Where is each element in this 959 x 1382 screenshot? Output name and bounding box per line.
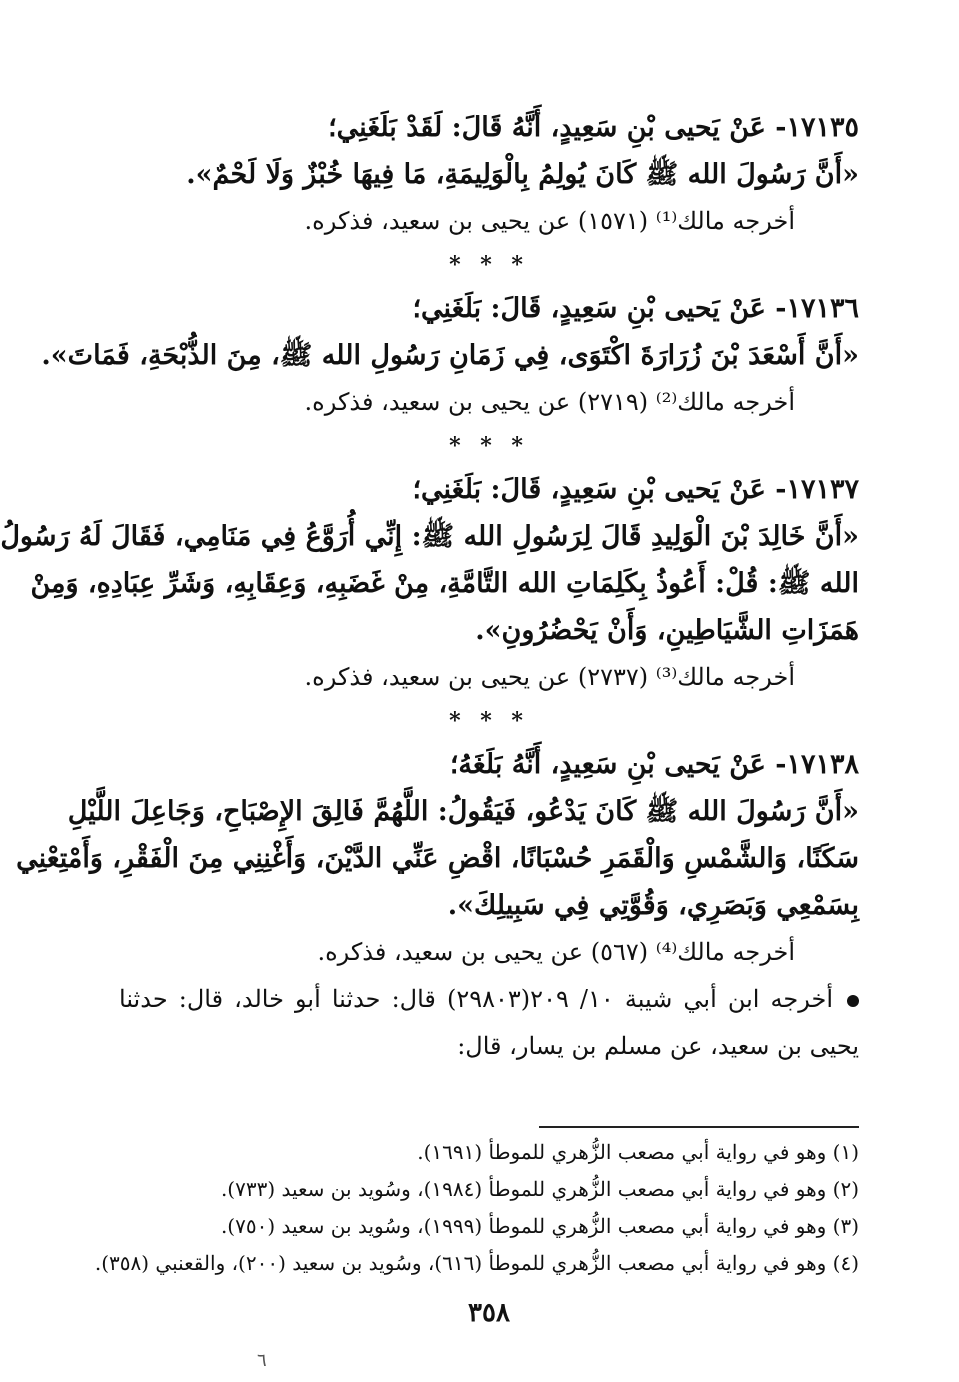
footnote: (١) وهو في رواية أبي مصعب الزُّهري للموطأ (١٦٩١). [417,1140,859,1164]
hadith-source: أخرجه مالك⁽²⁾ (٢٧١٩) عن يحيى بن سعيد، فذكره. [304,388,795,416]
footnote: (٢) وهو في رواية أبي مصعب الزُّهري للموطأ (١٩٨٤)، وسُويد بن سعيد (٧٣٣). [220,1177,859,1201]
page-number: ٣٥٨ [468,1298,510,1328]
hadith-text-line: الله ﷺ: قُلْ: أَعُوذُ بِكَلِمَاتِ الله التَّامَّةِ، مِنْ غَضَبِهِ، وَعِقَابِهِ، وَشَرِّ عِبَادِهِ، وَمِنْ [30,568,859,599]
hadith-header: ١٧١٣٨- عَنْ يَحيى بْنِ سَعِيدٍ، أَنَّهُ بَلَغَهُ؛ [449,749,859,780]
note-line: يحيى بن سعيد، عن مسلم بن يسار، قال: [457,1032,859,1060]
separator: * * * [449,252,529,278]
hadith-text-line: «أَنَّ رَسُولَ الله ﷺ كَانَ يَدْعُو، فَيَقُولُ: اللَّهُمَّ فَالِقَ الإِصْبَاحِ، وَجَاعِلَ اللَّيْلِ [67,796,859,827]
footnotes [94,1134,859,1282]
margin-mark: ٦ [257,1350,267,1371]
additional-note [119,976,859,1070]
hadith-header: ١٧١٣٧- عَنْ يَحيى بْنِ سَعِيدٍ، قَالَ: بَلَغَنِي؛ [412,474,859,505]
page-body [0,104,859,1070]
hadith-source: أخرجه مالك⁽⁴⁾ (٥٦٧) عن يحيى بن سعيد، فذكره. [317,938,795,966]
note-text: أخرجه ابن أبي شيبة ١٠/ ٢٠٩(٢٩٨٠٣) قال: حدثنا أبو خالد، قال: حدثنا [119,985,833,1013]
footnote-divider [539,1126,859,1128]
hadith-text-line: بِسَمْعِي وَبَصَرِي، وَقُوَّتِي فِي سَبِيلِكَ». [447,890,859,921]
note-line [119,976,859,1023]
hadith-entry [0,466,859,701]
hadith-text-line: سَكَنًا، وَالشَّمْسِ وَالْقَمَرِ حُسْبَانًا، اقْضِ عَنِّي الدَّيْنَ، وَأَغْنِنِي مِنَ الْفَقْرِ، وَأَمْتِعْنِي [16,843,859,874]
footnote: (٣) وهو في رواية أبي مصعب الزُّهري للموطأ (١٩٩٩)، وسُويد بن سعيد (٧٥٠). [220,1214,859,1238]
hadith-text-line: «أَنَّ خَالِدَ بْنَ الْوَلِيدِ قَالَ لِرَسُولِ الله ﷺ: إِنِّي أُرَوَّعُ فِي مَنَامِي، فَقَالَ لَهُ رَسُولُ [0,521,859,552]
hadith-header: ١٧١٣٦- عَنْ يَحيى بْنِ سَعِيدٍ، قَالَ: بَلَغَنِي؛ [412,293,859,324]
bullet-icon [847,995,859,1007]
separator: * * * [449,708,529,734]
separator: * * * [449,433,529,459]
hadith-text-line: هَمَزَاتِ الشَّيَاطِينِ، وَأَنْ يَحْضُرُونِ». [475,615,859,646]
hadith-source: أخرجه مالك⁽³⁾ (٢٧٣٧) عن يحيى بن سعيد، فذكره. [304,663,795,691]
footnote: (٤) وهو في رواية أبي مصعب الزُّهري للموطأ (٦١٦)، وسُويد بن سعيد (٢٠٠)، والقعنبي (٣٥٨). [94,1251,859,1275]
hadith-entry [16,741,859,976]
hadith-header: ١٧١٣٥- عَنْ يَحيى بْنِ سَعِيدٍ، أَنَّهُ قَالَ: لَقَدْ بَلَغَنِي؛ [328,112,859,143]
hadith-text-line: «أَنَّ رَسُولَ الله ﷺ كَانَ يُولِمُ بِالْوَلِيمَةِ، مَا فِيهَا خُبْزٌ وَلَا لَحْمٌ». [186,159,859,190]
hadith-source: أخرجه مالك⁽¹⁾ (١٥٧١) عن يحيى بن سعيد، فذكره. [304,207,795,235]
hadith-entry [41,285,859,426]
hadith-text-line: «أَنَّ أَسْعَدَ بْنَ زُرَارَةَ اكْتَوَى، فِي زَمَانِ رَسُولِ الله ﷺ، مِنَ الذُّبْحَةِ، فَمَاتَ». [41,340,859,371]
hadith-entry [119,104,859,245]
